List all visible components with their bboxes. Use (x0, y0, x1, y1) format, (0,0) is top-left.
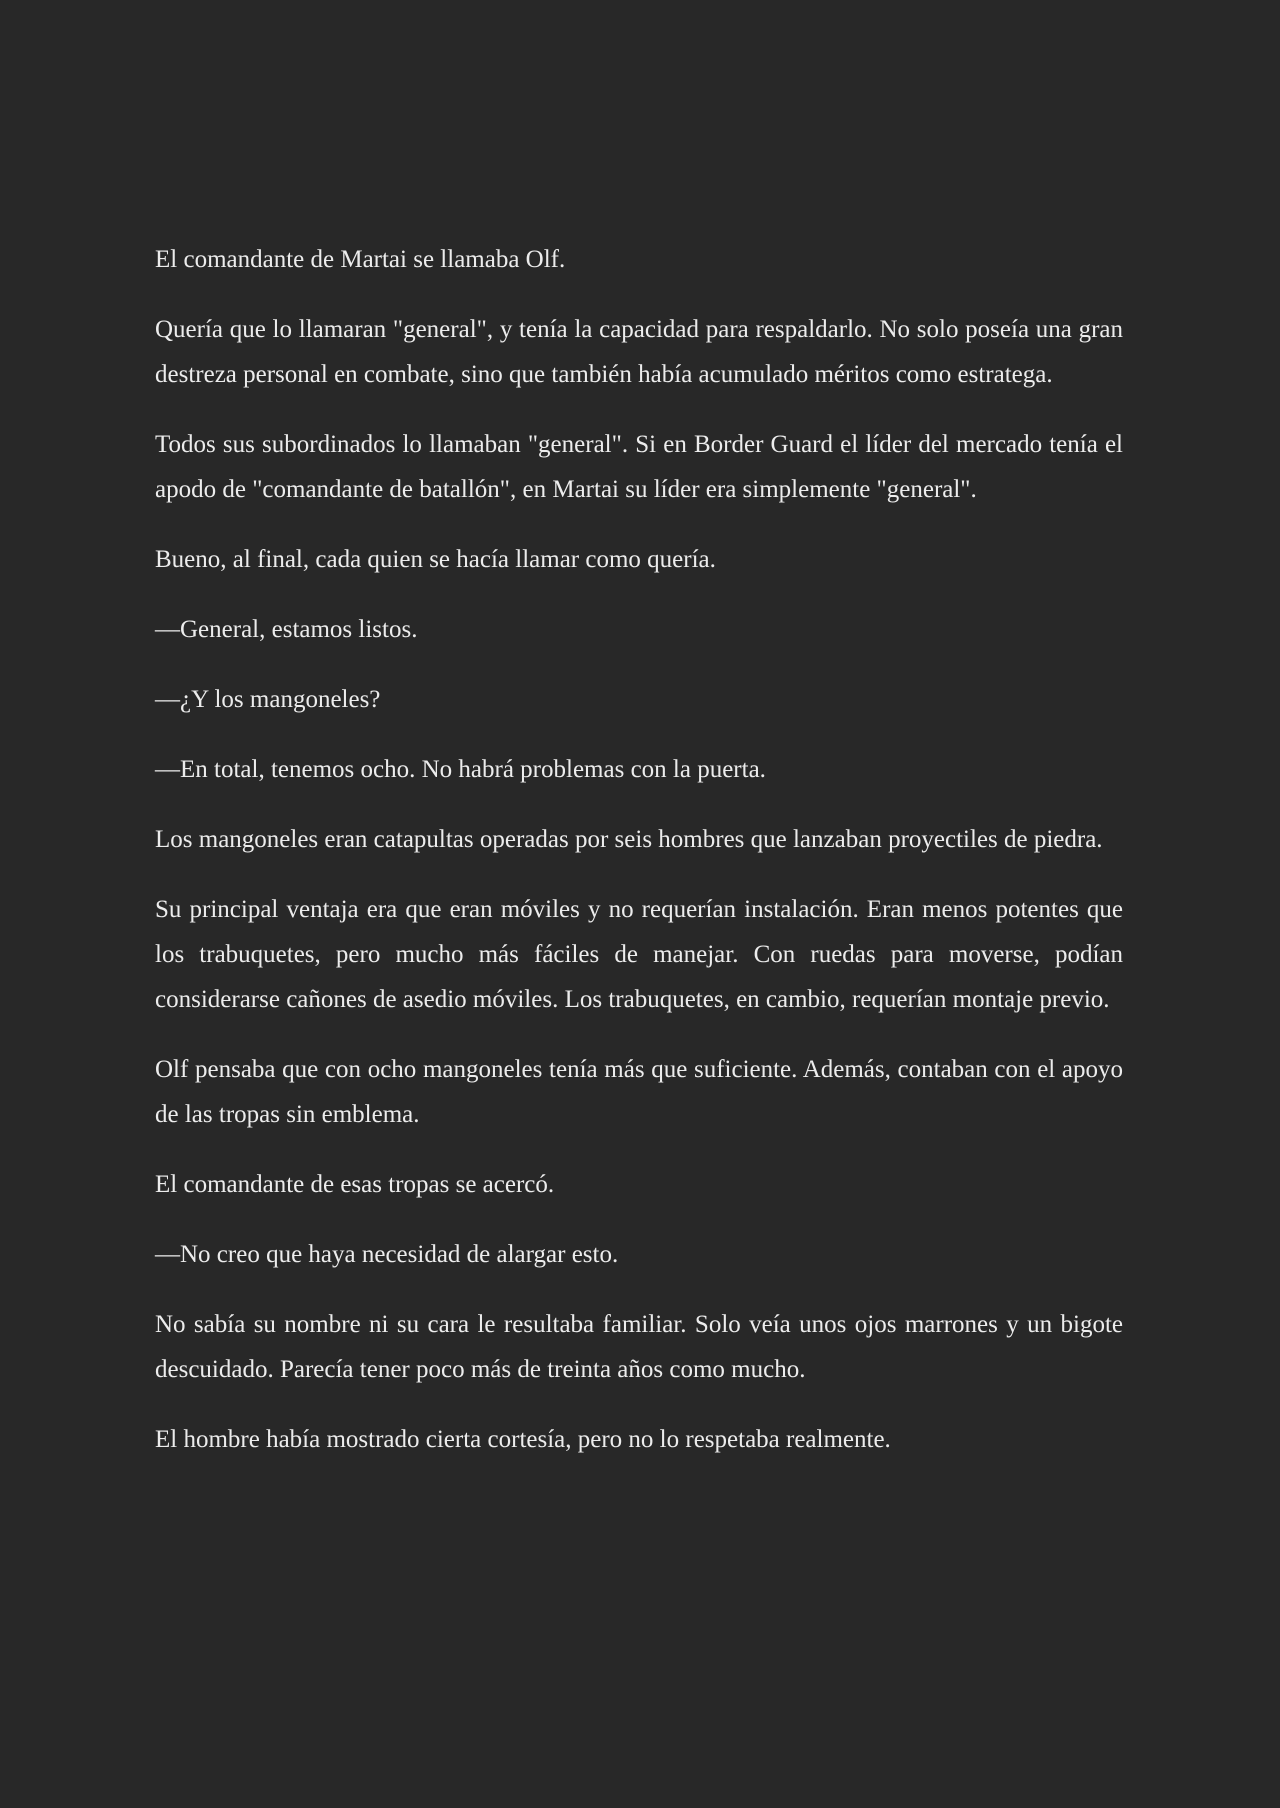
paragraph: El comandante de esas tropas se acercó. (155, 1171, 555, 1198)
dialogue-line: —¿Y los mangoneles? (155, 686, 381, 713)
dialogue-line: —En total, tenemos ocho. No habrá problemas con la puerta. (155, 756, 766, 783)
paragraph: No sabía su nombre ni su cara le resultaba familiar. Solo veía unos ojos marrones y un bigote descuidado. Parecía tener poco más de treinta años como mucho. (155, 1311, 1123, 1383)
paragraph: Su principal ventaja era que eran móviles y no requerían instalación. Eran menos potentes que los trabuquetes, pero mucho más fáciles de manejar. Con ruedas para moverse, podían considerarse cañones de asedio móviles. Los trabuquetes, en cambio, requerían montaje previo. (155, 896, 1123, 1013)
chapter-text (155, 237, 1123, 1487)
paragraph: Todos sus subordinados lo llamaban "general". Si en Border Guard el líder del mercado tenía el apodo de "comandante de batallón", en Martai su líder era simplemente "general". (155, 431, 1123, 503)
paragraph: Los mangoneles eran catapultas operadas por seis hombres que lanzaban proyectiles de piedra. (155, 826, 1103, 853)
paragraph: Olf pensaba que con ocho mangoneles tenía más que suficiente. Además, contaban con el apoyo de las tropas sin emblema. (155, 1056, 1123, 1128)
paragraph: Bueno, al final, cada quien se hacía llamar como quería. (155, 546, 716, 573)
paragraph: El hombre había mostrado cierta cortesía, pero no lo respetaba realmente. (155, 1426, 891, 1453)
dialogue-line: —No creo que haya necesidad de alargar esto. (155, 1241, 619, 1268)
paragraph: Quería que lo llamaran "general", y tenía la capacidad para respaldarlo. No solo poseía una gran destreza personal en combate, sino que también había acumulado méritos como estratega. (155, 316, 1123, 388)
dialogue-line: —General, estamos listos. (155, 616, 418, 643)
paragraph: El comandante de Martai se llamaba Olf. (155, 246, 566, 273)
